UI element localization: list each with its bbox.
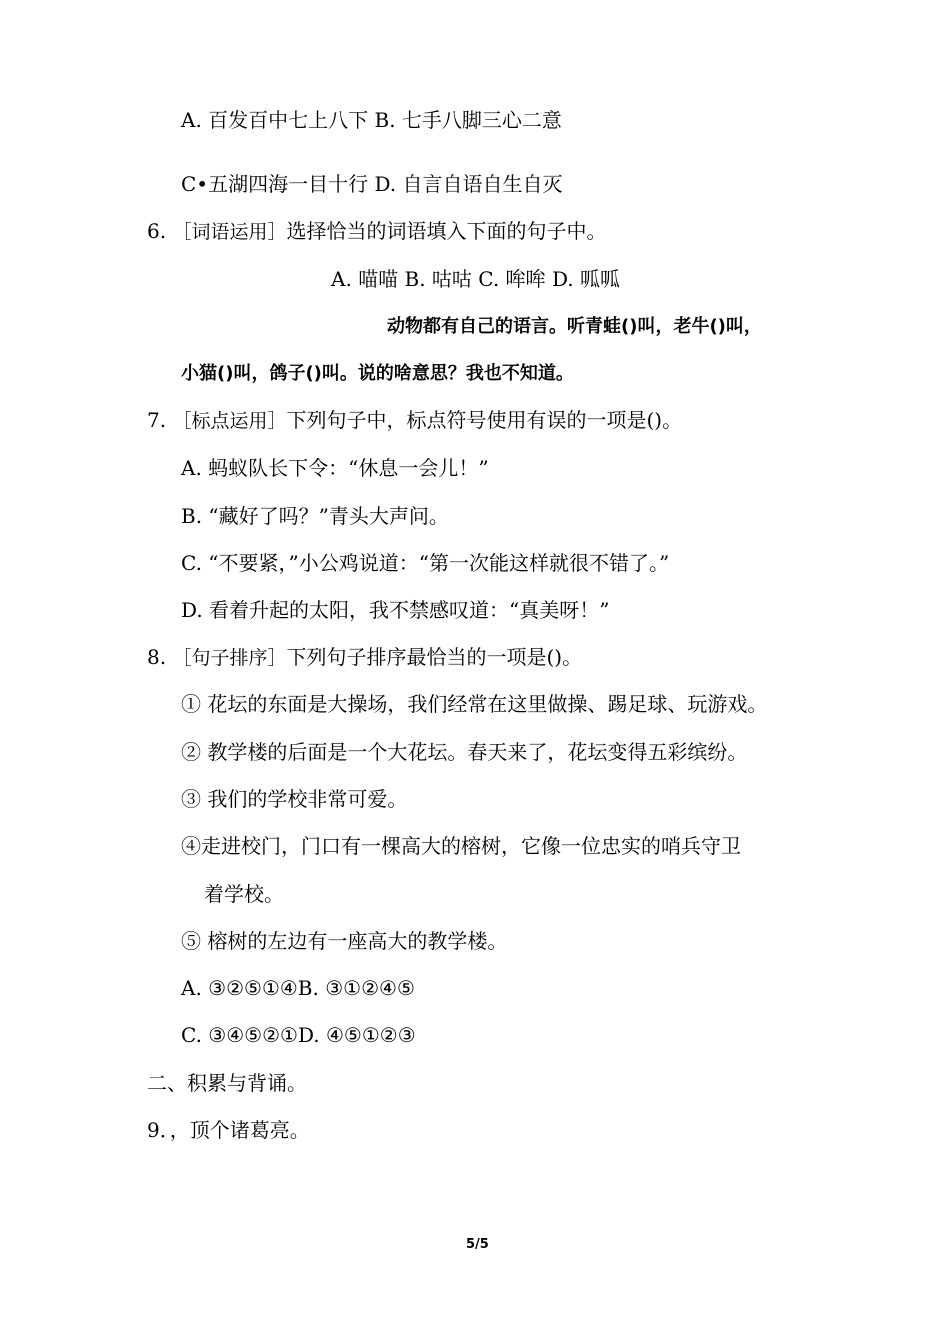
q8-sentence-1: ① 花坛的东面是大操场，我们经常在这里做操、踢足球、玩游戏。 [181, 692, 768, 716]
q8-sentence-2: ② 教学楼的后面是一个大花坛。春天来了，花坛变得五彩缤纷。 [181, 740, 748, 764]
q7-option-c: C. “不要紧，”小公鸡说道：“第一次能这样就很不错了。” [181, 551, 670, 575]
q7-number: 7. [147, 408, 167, 432]
q5-options-ab: A. 百发百中七上八下 B. 七手八脚三心二意 [181, 108, 562, 132]
q8-sentence-4: ④走进校门，门口有一棵高大的榕树，它像一位忠实的哨兵守卫 [181, 834, 741, 858]
q8-sentence-4-cont: 着学校。 [204, 882, 284, 906]
q6-sentence-line2: 小猫()叫，鸽子()叫。说的啥意思？我也不知道。 [181, 363, 574, 384]
q8-options-cd: C. ③④⑤②①D. ④⑤①②③ [181, 1023, 416, 1047]
q8-options-ab: A. ③②⑤①④B. ③①②④⑤ [181, 976, 415, 1000]
q6-number: 6. [147, 219, 167, 243]
q7-option-b: B. “藏好了吗？”青头大声问。 [181, 504, 449, 528]
q8-number: 8. [147, 645, 167, 669]
section-2-heading: 二、积累与背诵。 [147, 1071, 307, 1095]
q9-text: 9．，顶个诸葛亮。 [147, 1118, 310, 1142]
q5-options-cd: C•五湖四海一目十行 D. 自言自语自生自灭 [181, 172, 563, 196]
q7-question [147, 408, 682, 433]
q6-question [147, 219, 606, 244]
q8-tag: ［句子排序］ [172, 647, 287, 669]
q8-sentence-5: ⑤ 榕树的左边有一座高大的教学楼。 [181, 929, 508, 953]
q7-option-a: A. 蚂蚁队长下令：“休息一会儿！” [181, 456, 489, 480]
q7-option-d: D. 看着升起的太阳，我不禁感叹道：“真美呀！” [181, 598, 610, 622]
q6-tag: ［词语运用］ [172, 221, 287, 243]
q8-question [147, 645, 582, 670]
q8-prompt: 下列句子排序最恰当的一项是()。 [286, 645, 583, 669]
page-number: 5/5 [466, 1237, 489, 1252]
q6-sentence-line1: 动物都有自己的语言。听青蛙()叫，老牛()叫， [387, 316, 762, 337]
q8-sentence-3: ③ 我们的学校非常可爱。 [181, 787, 408, 811]
q6-prompt: 选择恰当的词语填入下面的句子中。 [286, 219, 607, 243]
q7-tag: ［标点运用］ [172, 410, 287, 432]
q6-options: A. 喵喵 B. 咕咕 C. 哞哞 D. 呱呱 [331, 267, 620, 291]
q7-prompt: 下列句子中，标点符号使用有误的一项是()。 [286, 408, 683, 432]
